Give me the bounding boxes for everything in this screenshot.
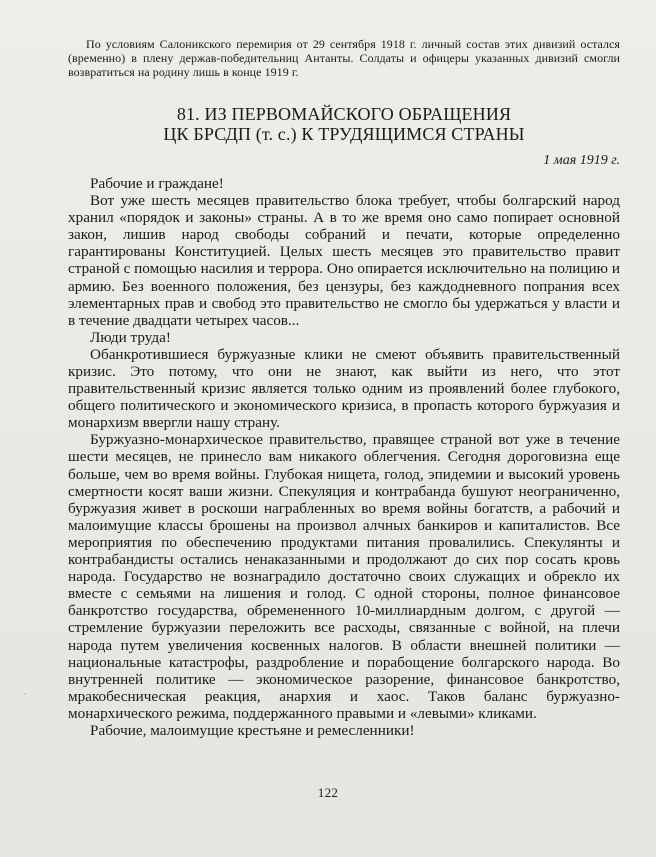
paragraph: Обанкротившиеся буржуазные клики не смеют объявить правительственный кризис. Это потому, что они не знают, как выйти из него, что этот правительственный кризис является только одним из проявлений более глубокого, общего политического и экономического кризиса, в пропасть которого буржуазия и монархизм ввергли нашу страну. — [68, 345, 620, 432]
title-line-1: 81. ИЗ ПЕРВОМАЙСКОГО ОБРАЩЕНИЯ — [176, 104, 512, 125]
paragraph: Вот уже шесть месяцев правительство блока требует, чтобы болгарский народ хранил «порядок и законы» страны. А в то же время оно само попирает основной закон, лишив народ свободы собраний и печати, которые определенно гарантированы Конституцией. Целых шесть месяцев это правительство правит страной с помощью насилия и террора. Оно опирается исключительно на полицию и армию. Без военного положения, без цензуры, без каждодневного попрания всех элементарных прав и свобод это правительство не смогло бы удержаться у власти и в течение двадцати четырех часов... — [68, 192, 620, 329]
paragraph-address: Люди труда! — [90, 328, 171, 346]
paragraph: Буржуазно-монархическое правительство, правящее страной вот уже в течение шести месяцев, не принесло вам никакого облегчения. Сегодня дороговизна еще больше, чем во время войны. Глубокая нищета, голод, эпидемии и высокий уровень смертности косят ваши жизни. Спекуляция и контрабанда бушуют неограниченно, буржуазия живет в роскоши награбленных во время войны богатств, а рабочий и малоимущие классы брошены на произвол алчных банкиров и капиталистов. Все мероприятия по обеспечению продуктами питания провалились. Спекулянты и контрабандисты остались ненаказанными и продолжают до сих пор сосать кровь народа. Государство не вознаградило достаточно своих служащих и обрекло их вместе с семьями на лишения и голод. С одной стороны, полное финансовое банкротство государства, обремененного 10-миллиардным долгом, с другой — стремление буржуазии переложить все расходы, связанные с войной, на плечи народа путем увеличения косвенных налогов. В области внешней политики — национальные катастрофы, раздробление и порабощение болгарского народа. Во внутренней политике — экономическое разорение, финансовое банкротство, мракобесническая реакция, анархия и хаос. Таков баланс буржуазно-монархического режима, поддержанного правыми и «левыми» кликами. — [68, 431, 620, 722]
page-number: 122 — [317, 785, 339, 800]
paragraph-salutation: Рабочие и граждане! — [90, 174, 224, 192]
document-date: 1 мая 1919 г. — [543, 152, 620, 168]
title-line-2: ЦК БРСДП (т. с.) К ТРУДЯЩИМСЯ СТРАНЫ — [163, 124, 525, 145]
footnote: По условиям Салоникского перемирия от 29 сентября 1918 г. личный состав этих дивизий остался (временно) в плену держав-победительниц Антанты. Солдаты и офицеры указанных дивизий смогли возвратиться на родину лишь в конце 1919 г. — [68, 37, 620, 79]
document-title — [68, 105, 620, 145]
paragraph-closing-address: Рабочие, малоимущие крестьяне и ремесленники! — [90, 721, 415, 739]
document-body — [68, 175, 620, 739]
scan-speck — [24, 693, 26, 695]
